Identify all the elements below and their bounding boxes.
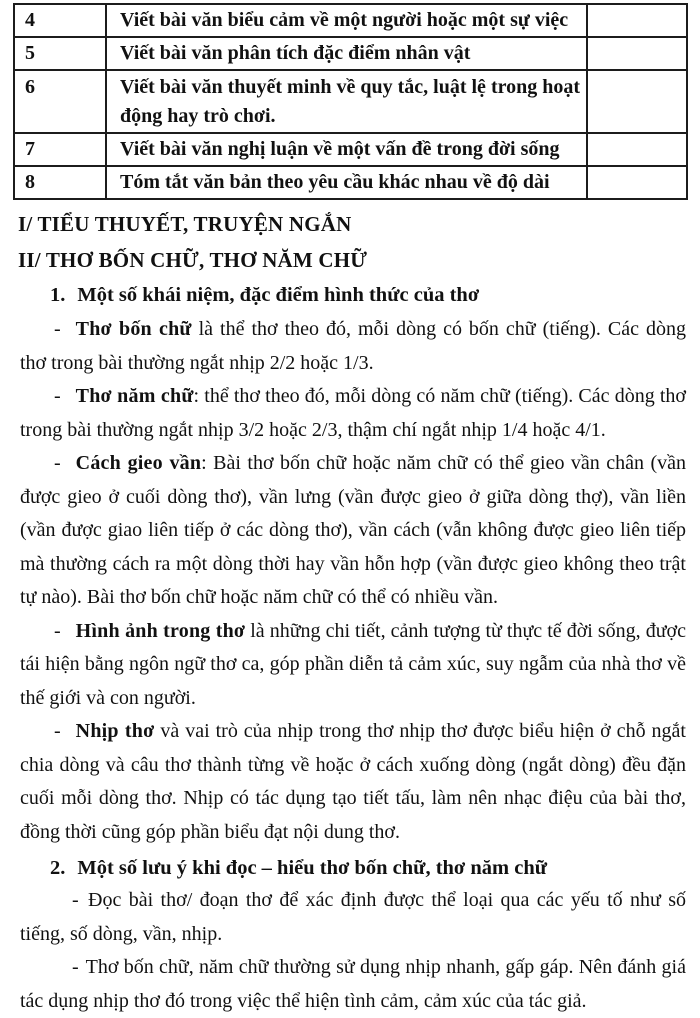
paragraph-hinh-anh-trong-tho [20,615,686,716]
document-page [0,3,700,1012]
row-empty-cell [587,166,687,199]
table-row [14,70,687,133]
paragraph-cach-gieo-van [20,447,686,615]
paragraph-text: là những chi tiết, cảnh tượng từ thực tế đời sống, được tái hiện bằng ngôn ngữ thơ ca, góp phần diễn tả cảm xúc, suy ngẫm của nhà thơ về thế giới và con người. [20,619,686,709]
row-empty-cell [587,4,687,37]
list-dash: - [54,619,61,642]
section-heading-four-five-word-poetry: II/ THƠ BỐN CHỮ, THƠ NĂM CHỮ [18,248,368,272]
paragraph-text: và vai trò của nhịp trong thơ nhịp thơ được biểu hiện ở chỗ ngắt chia dòng và câu thơ thành từng về hoặc ở cách xuống dòng (ngắt dòng) đều đặn cuối mỗi dòng thơ. Nhịp có tác dụng tạo tiết tấu, làm nên nhạc điệu của bài thơ, đồng thời cũng góp phần biểu đạt nội dung thơ. [20,720,686,843]
paragraph-tho-nam-chu [20,380,686,447]
subsection-heading-reading-notes [0,852,685,884]
paragraph-nhip-nhanh [20,951,686,1018]
term-bold: Thơ năm chữ [75,385,194,407]
row-empty-cell [587,133,687,166]
row-empty-cell [587,70,687,133]
subsection-heading-concepts [0,279,685,311]
paragraph-text: : Bài thơ bốn chữ hoặc năm chữ có thể gieo vần chân (vần được gieo ở cuối dòng thơ), vần lưng (vần được gieo ở giữa dòng thợ), vần liền (vần được giao liên tiếp ở các dòng thơ), vần cách (vẫn không được gieo liên tiếp mà thường cách ra một dòng thời hay vần hỗn hợp (vần được gieo không theo trật tự nào). Bài thơ bốn chữ hoặc năm chữ có thể có nhiều vần. [20,452,686,608]
term-bold: Thơ bốn chữ [75,318,192,340]
table-row [14,133,687,166]
paragraph-text: Thơ bốn chữ, năm chữ thường sử dụng nhịp nhanh, gấp gáp. Nên đánh giá tác dụng nhịp thơ đó trong việc thể hiện tình cảm, cảm xúc của tác giả. [20,956,686,1012]
row-text-cell: Tóm tắt văn bản theo yêu cầu khác nhau về độ dài [106,166,587,199]
row-number-cell: 7 [14,133,106,166]
paragraph-text: Đọc bài thơ/ đoạn thơ để xác định được thể loại qua các yếu tố như số tiếng, số dòng, vần, nhịp. [20,889,686,945]
term-bold: Hình ảnh trong thơ [75,619,246,642]
paragraph-doc-bai-tho [20,884,686,951]
table-row [14,37,687,70]
subsection-number: 2. [50,857,66,879]
list-dash: - [72,889,79,911]
row-number-cell: 8 [14,166,106,199]
subsection-number: 1. [50,284,66,306]
paragraph-tho-bon-chu [20,313,686,380]
subsection-title: Một số khái niệm, đặc điểm hình thức của thơ [77,284,480,306]
list-dash: - [54,318,61,340]
row-text-cell: Viết bài văn biểu cảm về một người hoặc một sự việc [106,4,587,37]
paragraph-text: : thể thơ theo đó, mỗi dòng có năm chữ (tiếng). Các dòng thơ trong bài thường ngắt nhịp 3/2 hoặc 2/3, thậm chí ngắt nhịp 1/4 hoặc 4/1. [20,385,687,441]
term-bold: Nhịp thơ [75,720,155,742]
row-number-cell: 4 [14,4,106,37]
list-dash: - [54,720,61,742]
list-dash: - [54,452,61,474]
subsection-title: Một số lưu ý khi đọc – hiểu thơ bốn chữ, thơ năm chữ [77,857,548,879]
paragraph-text: là thể thơ theo đó, mỗi dòng có bốn chữ (tiếng). Các dòng thơ trong bài thường ngắt nhịp 2/2 hoặc 1/3. [20,318,686,374]
assessment-table [13,3,688,200]
list-dash: - [54,385,61,407]
row-text-cell: Viết bài văn phân tích đặc điểm nhân vật [106,37,587,70]
table-row [14,166,687,199]
row-text-cell: Viết bài văn thuyết minh về quy tắc, luật lệ trong hoạt động hay trò chơi. [106,70,587,133]
list-dash: - [72,956,79,978]
row-number-cell: 6 [14,70,106,133]
term-bold: Cách gieo vần [75,452,202,474]
row-text-cell: Viết bài văn nghị luận về một vấn đề trong đời sống [106,133,587,166]
row-number-cell: 5 [14,37,106,70]
table-row [14,4,687,37]
section-heading-novel-shortstory: I/ TIỂU THUYẾT, TRUYỆN NGẮN [18,212,352,236]
row-empty-cell [587,37,687,70]
paragraph-nhip-tho [20,715,686,849]
